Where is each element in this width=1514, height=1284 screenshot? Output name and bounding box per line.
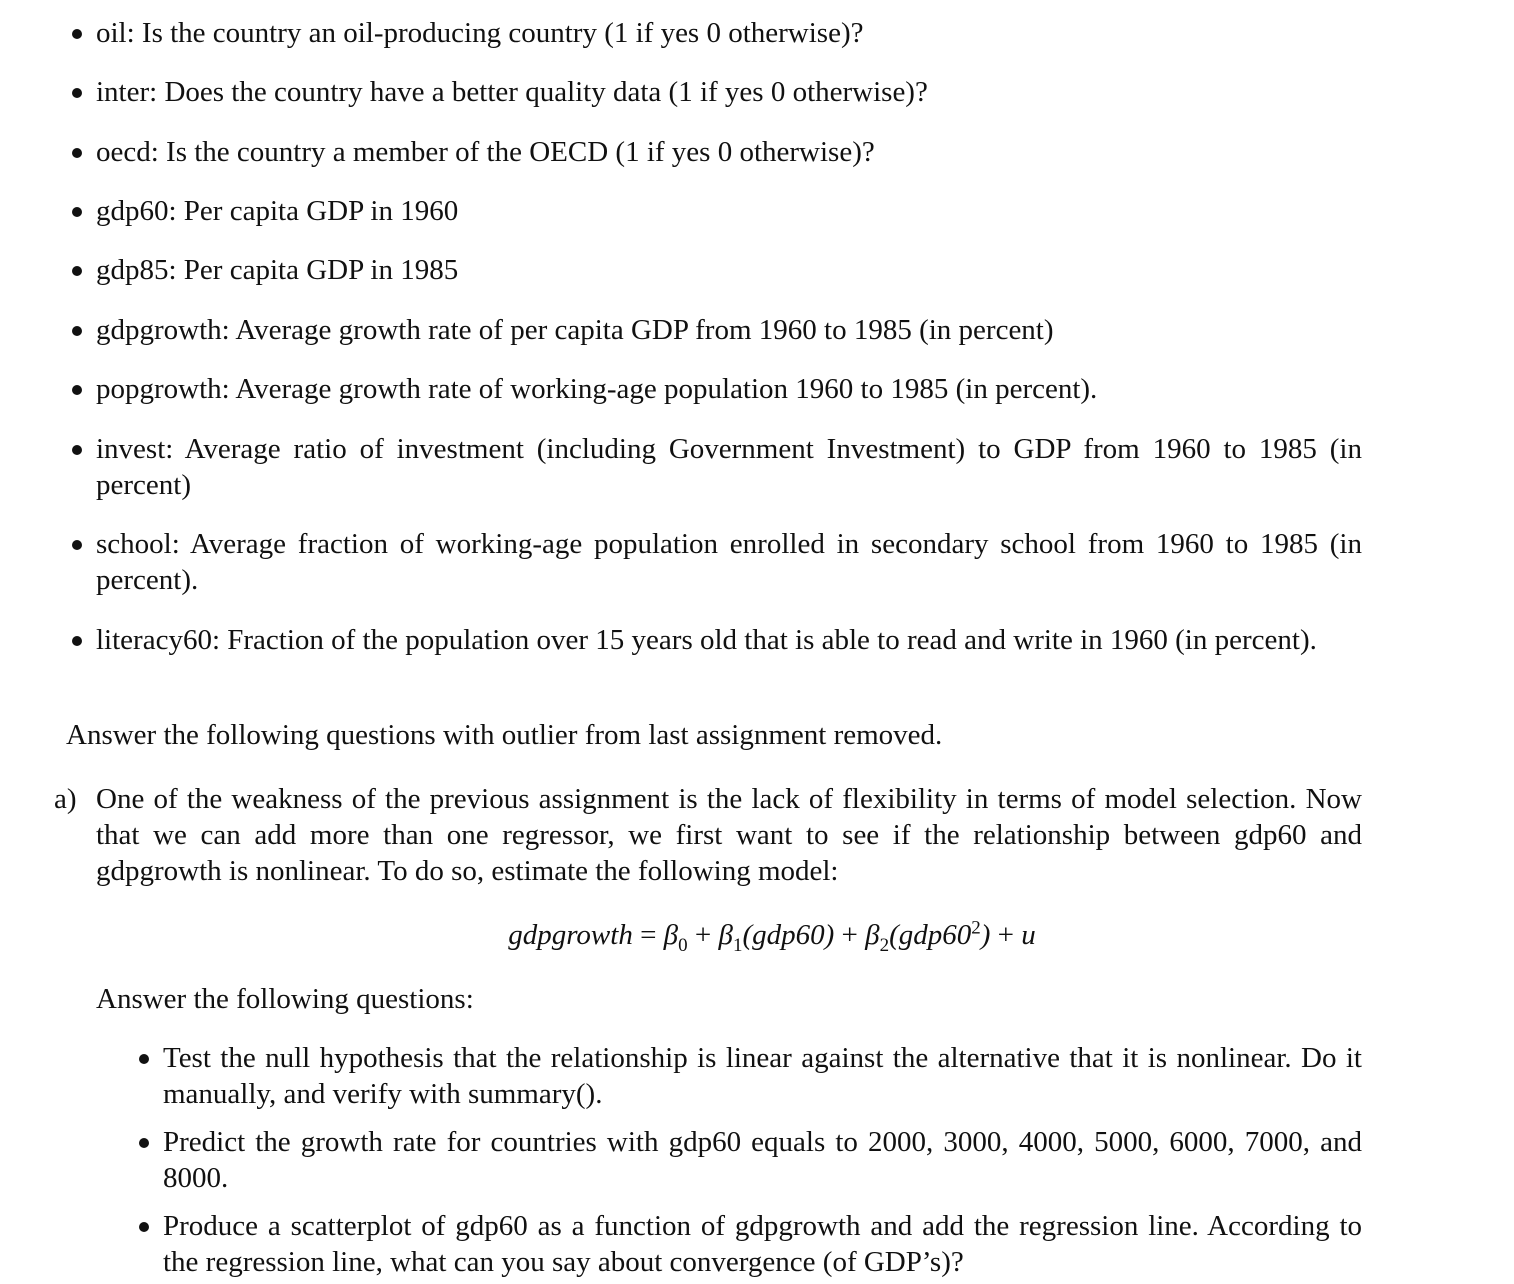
variable-item-literacy60: [96, 622, 1362, 658]
subquestion-item: [163, 1124, 1362, 1196]
eq-beta: β: [663, 919, 679, 951]
eq-sup: 2: [971, 917, 981, 939]
variable-item-invest: [96, 431, 1362, 503]
eq-sub: 0: [678, 934, 688, 956]
question-label: a): [54, 783, 77, 815]
item-text: gdpgrowth: Average growth rate of per capita GDP from 1960 to 1985 (in percent): [96, 314, 1054, 346]
eq-sub: 2: [879, 934, 890, 956]
bullet-icon: [72, 445, 82, 455]
eq-error: u: [1021, 919, 1036, 951]
bullet-icon: [139, 1054, 149, 1064]
item-text: inter: Does the country have a better quality data (1 if yes 0 otherwise)?: [96, 76, 928, 108]
variable-item-oil: [96, 15, 1362, 51]
bullet-icon: [72, 385, 82, 395]
item-text: gdp85: Per capita GDP in 1985: [96, 254, 459, 286]
eq-lhs: gdpgrowth: [508, 919, 633, 951]
subquestion-item: [163, 1040, 1362, 1112]
variable-item-popgrowth: [96, 371, 1362, 407]
subquestion-text: Predict the growth rate for countries with gdp60 equals to 2000, 3000, 4000, 5000, 6000, 7000, and 8000.: [163, 1126, 1362, 1194]
variable-item-inter: [96, 74, 1362, 110]
variable-item-oecd: [96, 134, 1362, 170]
eq-sub: 1: [732, 934, 743, 956]
item-text: invest: Average ratio of investment (including Government Investment) to GDP from 1960 to 1985 (in percent): [96, 433, 1362, 501]
variable-item-gdpgrowth: [96, 312, 1362, 348]
eq-term: ): [980, 919, 991, 951]
eq-equals: =: [632, 919, 664, 951]
bullet-icon: [139, 1222, 149, 1232]
regression-equation: [0, 917, 1514, 956]
answer-prompt: Answer the following questions:: [96, 983, 474, 1015]
bullet-icon: [72, 540, 82, 550]
bullet-icon: [72, 326, 82, 336]
question-text: One of the weakness of the previous assignment is the lack of flexibility in terms of model selection. Now that we can add more than one regressor, we first want to see if the relationship between gdp60 and gdpgrowth is nonlinear. To do so, estimate the following model:: [96, 783, 1362, 887]
eq-term: (gdp60): [742, 919, 835, 951]
subquestion-text: Produce a scatterplot of gdp60 as a function of gdpgrowth and add the regression line. According to the regression line, what can you say about convergence (of GDP’s)?: [163, 1210, 1362, 1278]
eq-beta: β: [718, 919, 733, 951]
eq-beta: β: [865, 919, 880, 951]
bullet-icon: [72, 148, 82, 158]
eq-plus: +: [990, 919, 1022, 951]
bullet-icon: [72, 88, 82, 98]
subquestion-item: [163, 1208, 1362, 1280]
intro-paragraph: Answer the following questions with outlier from last assignment removed.: [66, 719, 943, 751]
item-text: literacy60: Fraction of the population over 15 years old that is able to read and write in 1960 (in percent).: [96, 624, 1317, 656]
item-text: school: Average fraction of working-age population enrolled in secondary school from 1960 to 1985 (in percent).: [96, 528, 1362, 596]
item-text: popgrowth: Average growth rate of working-age population 1960 to 1985 (in percent).: [96, 373, 1098, 405]
variable-item-gdp60: [96, 193, 1362, 229]
bullet-icon: [72, 207, 82, 217]
eq-plus: +: [687, 919, 719, 951]
eq-plus: +: [834, 919, 866, 951]
item-text: gdp60: Per capita GDP in 1960: [96, 195, 459, 227]
item-text: oecd: Is the country a member of the OECD (1 if yes 0 otherwise)?: [96, 136, 875, 168]
bullet-icon: [72, 266, 82, 276]
eq-term: (gdp60: [889, 919, 972, 951]
variable-item-gdp85: [96, 252, 1362, 288]
question-a: [54, 781, 1362, 889]
item-text: oil: Is the country an oil-producing country (1 if yes 0 otherwise)?: [96, 17, 864, 49]
variable-item-school: [96, 526, 1362, 598]
subquestion-text: Test the null hypothesis that the relationship is linear against the alternative that it is nonlinear. Do it manually, and verify with summary().: [163, 1042, 1362, 1110]
bullet-icon: [139, 1138, 149, 1148]
bullet-icon: [72, 29, 82, 39]
bullet-icon: [72, 636, 82, 646]
